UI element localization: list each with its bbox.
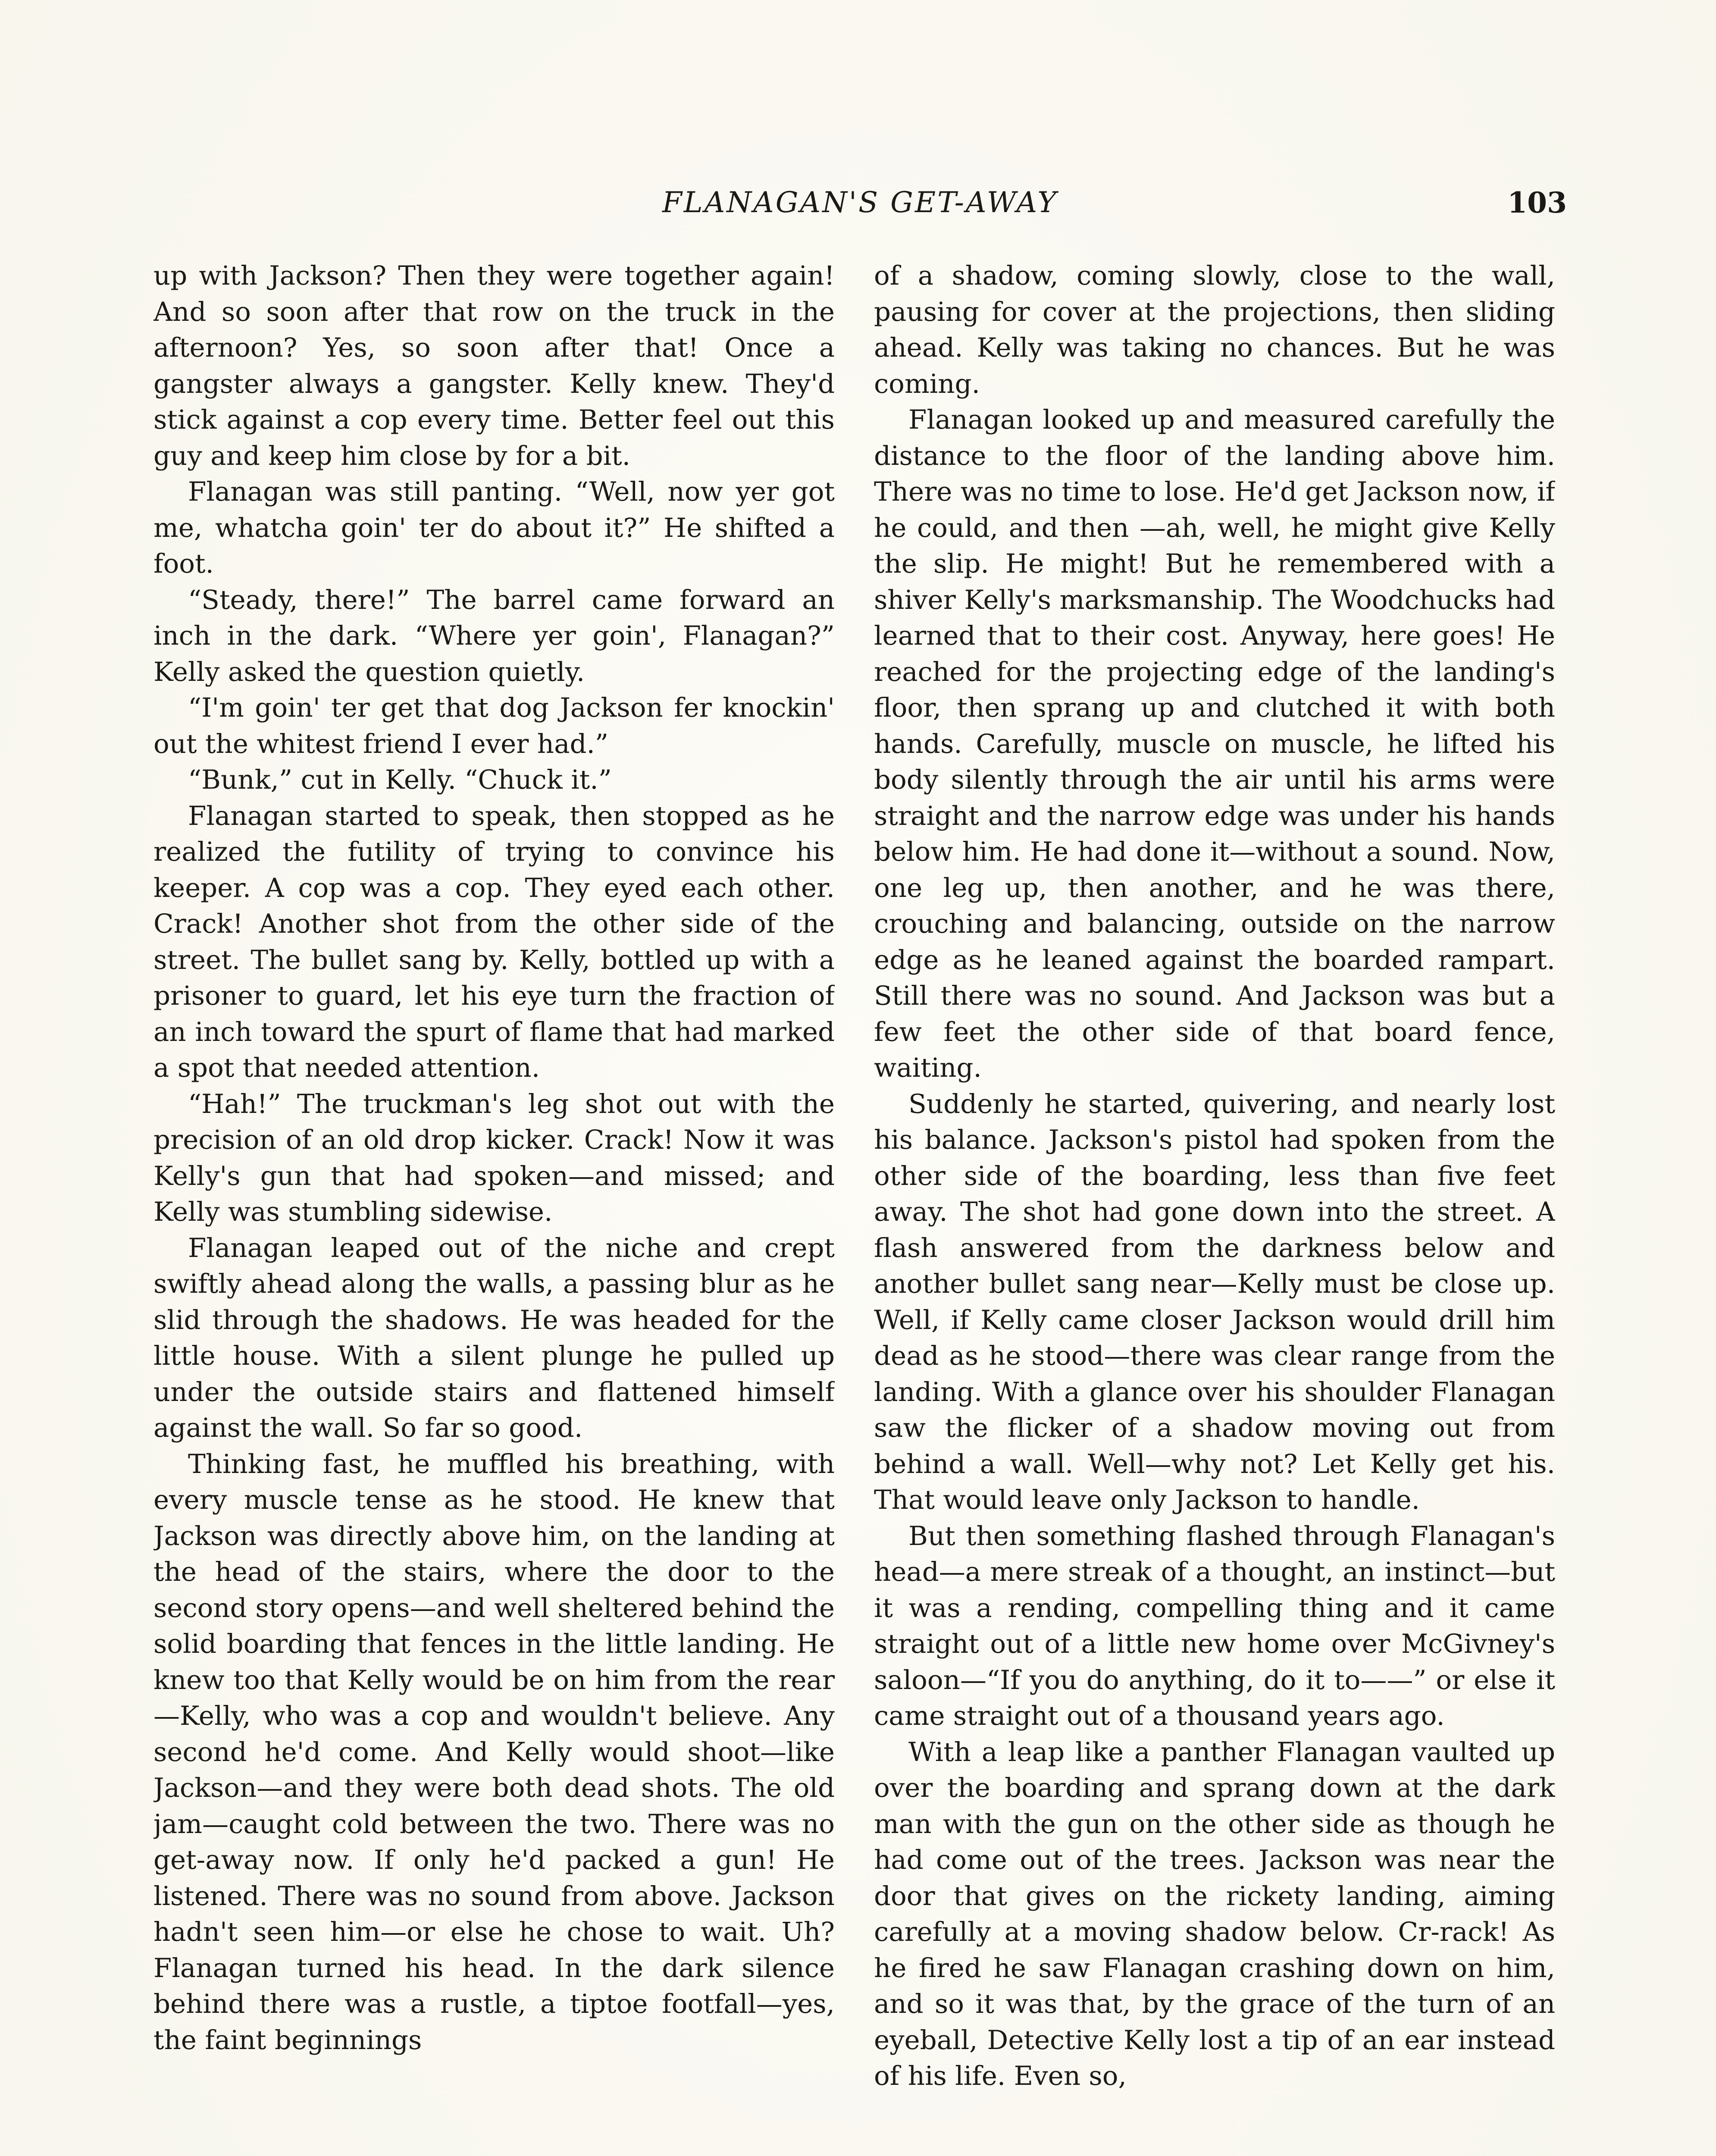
left-column	[153, 258, 835, 2156]
paragraph: Flanagan started to speak, then stopped as he realized the futility of trying to convince his keeper. A cop was a cop. They eyed each other. Crack! Another shot from the other side of the street. The bullet sang by. Kelly, bottled up with a prisoner to guard, let his eye turn the fraction of an inch toward the spurt of flame that had marked a spot that needed attention.	[153, 800, 835, 1083]
paragraph: “Hah!” The truckman's leg shot out with the precision of an old drop kicker. Crack! Now it was Kelly's gun that had spoken—and missed; and Kelly was stumbling sidewise.	[153, 1088, 835, 1227]
paragraph: With a leap like a panther Flanagan vaulted up over the boarding and sprang down at the dark man with the gun on the other side as though he had come out of the trees. Jackson was near the door that gives on the rickety landing, aiming carefully at a moving shadow below. Cr-rack! As he fired he saw Flanagan crashing down on him, and so it was that, by the grace of the turn of an eyeball, Detective Kelly lost a tip of an ear instead of his life. Even so,	[874, 1736, 1555, 2091]
paragraph: “Steady, there!” The barrel came forward an inch in the dark. “Where yer goin', Flanagan?” Kelly asked the question quietly.	[153, 584, 835, 687]
paragraph: up with Jackson? Then they were together again! And so soon after that row on the truck in the afternoon? Yes, so soon after that! Once a gangster always a gangster. Kelly knew. They'd stick against a cop every time. Better feel out this guy and keep him close by for a bit.	[153, 260, 835, 471]
paragraph: “Bunk,” cut in Kelly. “Chuck it.”	[188, 765, 612, 795]
right-column	[874, 258, 1555, 2156]
page-number: 103	[1507, 186, 1567, 219]
paragraph: “I'm goin' ter get that dog Jackson fer knockin' out the whitest friend I ever had.”	[153, 693, 835, 759]
running-title: FLANAGAN'S GET-AWAY	[662, 186, 1058, 219]
paragraph: Flanagan leaped out of the niche and crept swiftly ahead along the walls, a passing blur as he slid through the shadows. He was headed for the little house. With a silent plunge he pulled up under the outside stairs and flattened himself against the wall. So far so good.	[153, 1232, 835, 1443]
paragraph: Flanagan looked up and measured carefully the distance to the floor of the landing above him. There was no time to lose. He'd get Jackson now, if he could, and then —ah, well, he might give Kelly the slip. He might! But he remembered with a shiver Kelly's marksmanship. The Woodchucks had learned that to their cost. Anyway, here goes! He reached for the projecting edge of the landing's floor, then sprang up and clutched it with both hands. Carefully, muscle on muscle, he lifted his body silently through the air until his arms were straight and the narrow edge was under his hands below him. He had done it—without a sound. Now, one leg up, then another, and he was there, crouching and balancing, outside on the narrow edge as he leaned against the boarded rampart. Still there was no sound. And Jackson was but a few feet the other side of that board fence, waiting.	[874, 404, 1555, 1083]
running-head	[153, 183, 1567, 222]
paragraph: Flanagan was still panting. “Well, now yer got me, whatcha goin' ter do about it?” He shifted a foot.	[153, 476, 835, 579]
paragraph: Suddenly he started, quivering, and nearly lost his balance. Jackson's pistol had spoken from the other side of the boarding, less than five feet away. The shot had gone down into the street. A flash answered from the darkness below and another bullet sang near—Kelly must be close up. Well, if Kelly came closer Jackson would drill him dead as he stood—there was clear range from the landing. With a glance over his shoulder Flanagan saw the flicker of a shadow moving out from behind a wall. Well—why not? Let Kelly get his. That would leave only Jackson to handle.	[874, 1088, 1555, 1515]
paragraph: But then something flashed through Flanagan's head—a mere streak of a thought, an instinct—but it was a rending, compelling thing and it came straight out of a little new home over McGivney's saloon—“If you do anything, do it to——” or else it came straight out of a thousand years ago.	[874, 1520, 1555, 1731]
paragraph: of a shadow, coming slowly, close to the wall, pausing for cover at the projections, then sliding ahead. Kelly was taking no chances. But he was coming.	[874, 260, 1555, 399]
paragraph: Thinking fast, he muffled his breathing, with every muscle tense as he stood. He knew that Jackson was directly above him, on the landing at the head of the stairs, where the door to the second story opens—and well sheltered behind the solid boarding that fences in the little landing. He knew too that Kelly would be on him from the rear—Kelly, who was a cop and wouldn't believe. Any second he'd come. And Kelly would shoot—like Jackson—and they were both dead shots. The old jam—caught cold between the two. There was no get-away now. If only he'd packed a gun! He listened. There was no sound from above. Jackson hadn't seen him—or else he chose to wait. Uh? Flanagan turned his head. In the dark silence behind there was a rustle, a tiptoe footfall—yes, the faint beginnings	[153, 1448, 835, 2056]
